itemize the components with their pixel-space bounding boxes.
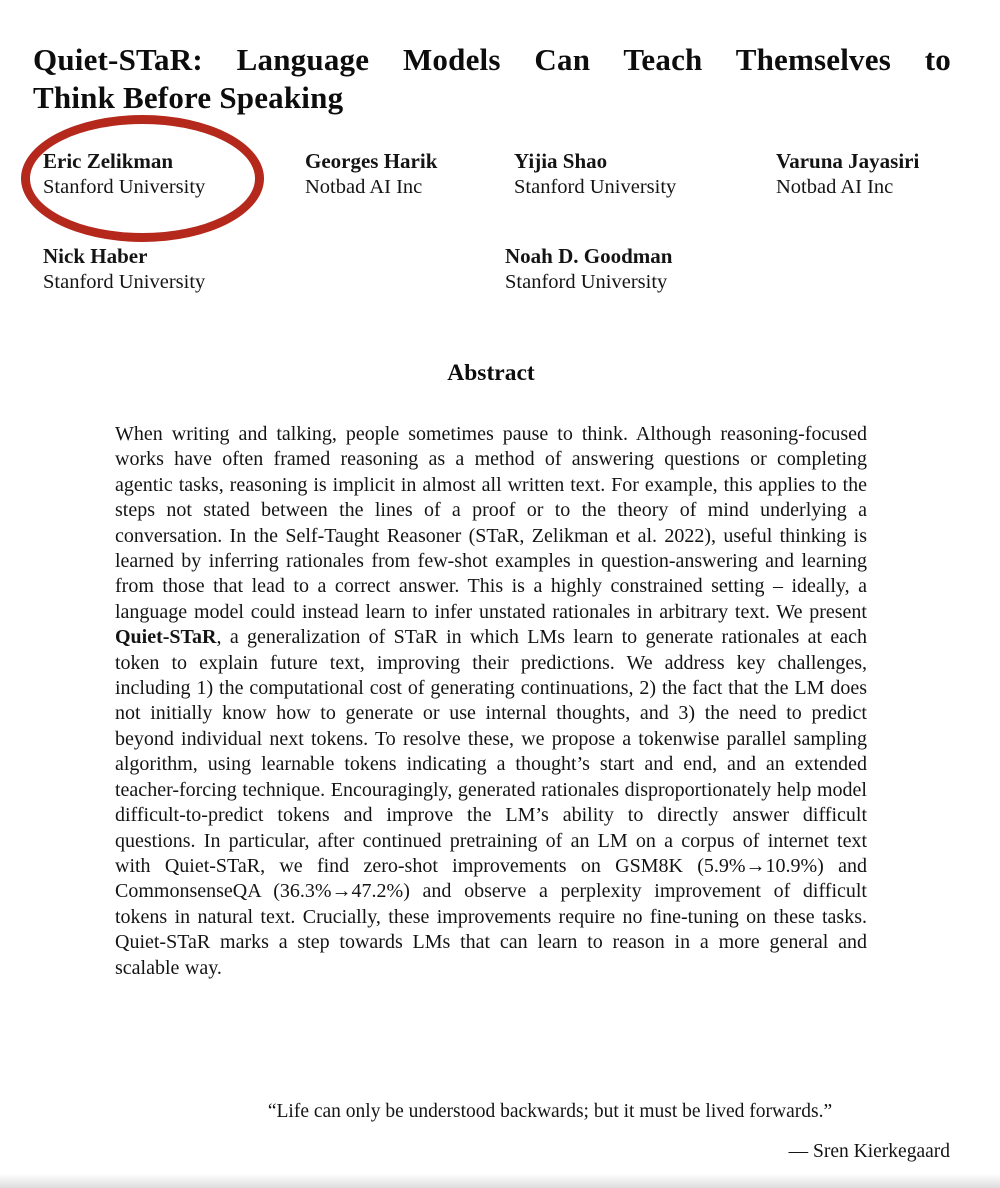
author-name: Eric Zelikman <box>43 149 174 173</box>
author-affiliation: Stanford University <box>505 271 668 293</box>
author-name: Yijia Shao <box>514 149 608 173</box>
abstract-heading: Abstract <box>447 360 535 386</box>
paper-title <box>33 41 951 117</box>
red-ellipse-annotation <box>21 115 264 242</box>
epigraph-attribution: — Sren Kierkegaard <box>788 1141 950 1162</box>
abstract-bold-term: Quiet-STaR <box>115 626 217 649</box>
author-affiliation: Stanford University <box>514 176 677 198</box>
paper-title-line2: Think Before Speaking <box>33 79 344 115</box>
author-affiliation: Notbad AI Inc <box>305 176 423 198</box>
paper-title-line1: Quiet-STaR: Language Models Can Teach Themselves to <box>33 41 951 77</box>
author-nick-haber <box>43 243 205 295</box>
author-affiliation: Stanford University <box>43 271 206 293</box>
epigraph-quote: “Life can only be understood backwards; but it must be lived forwards.” <box>267 1101 833 1122</box>
author-name: Georges Harik <box>305 149 438 173</box>
author-noah-goodman <box>505 243 672 295</box>
author-name: Nick Haber <box>43 244 148 268</box>
author-affiliation: Stanford University <box>43 176 206 198</box>
author-varuna-jayasiri <box>776 148 919 200</box>
author-affiliation: Notbad AI Inc <box>776 176 894 198</box>
abstract-text-part: , a generalization of STaR in which LMs learn to generate rationales at each token to explain future text, improving their predictions. We address key challenges, including 1) the computational cost of generating continuations, 2) the fact that the LM does not initially know how to generate or use internal thoughts, and 3) the need to predict beyond individual next tokens. To resolve these, we propose a tokenwise parallel sampling algorithm, using learnable tokens indicating a thought’s start and end, and an extended teacher-forcing technique. Encouragingly, generated rationales disproportionately help model difficult-to-predict tokens and improve the LM’s ability to directly answer difficult questions. In particular, after continued pretraining of an LM on a corpus of internet text with Quiet-STaR, we find zero-shot improvements on GSM8K (5.9%→10.9%) and CommonsenseQA (36.3%→47.2%) and observe a perplexity improvement of difficult tokens in natural text. Crucially, these improvements require no fine-tuning on these tasks. Quiet-STaR marks a step towards LMs that can learn to reason in a more general and scalable way. <box>115 626 867 979</box>
page-bottom-edge <box>0 1174 1000 1188</box>
author-yijia-shao <box>514 148 676 200</box>
abstract-text <box>115 422 867 981</box>
author-name: Varuna Jayasiri <box>776 149 920 173</box>
author-georges-harik <box>305 148 437 200</box>
author-name: Noah D. Goodman <box>505 244 673 268</box>
abstract-text-part: When writing and talking, people sometimes pause to think. Although reasoning-focused works have often framed reasoning as a method of answering questions or completing agentic tasks, reasoning is implicit in almost all written text. For example, this applies to the steps not stated between the lines of a proof or to the theory of mind underlying a conversation. In the Self-Taught Reasoner (STaR, Zelikman et al. 2022), useful thinking is learned by inferring rationales from few-shot examples in question-answering and learning from those that lead to a correct answer. This is a highly constrained setting – ideally, a language model could instead learn to infer unstated rationales in arbitrary text. We present <box>115 423 867 623</box>
